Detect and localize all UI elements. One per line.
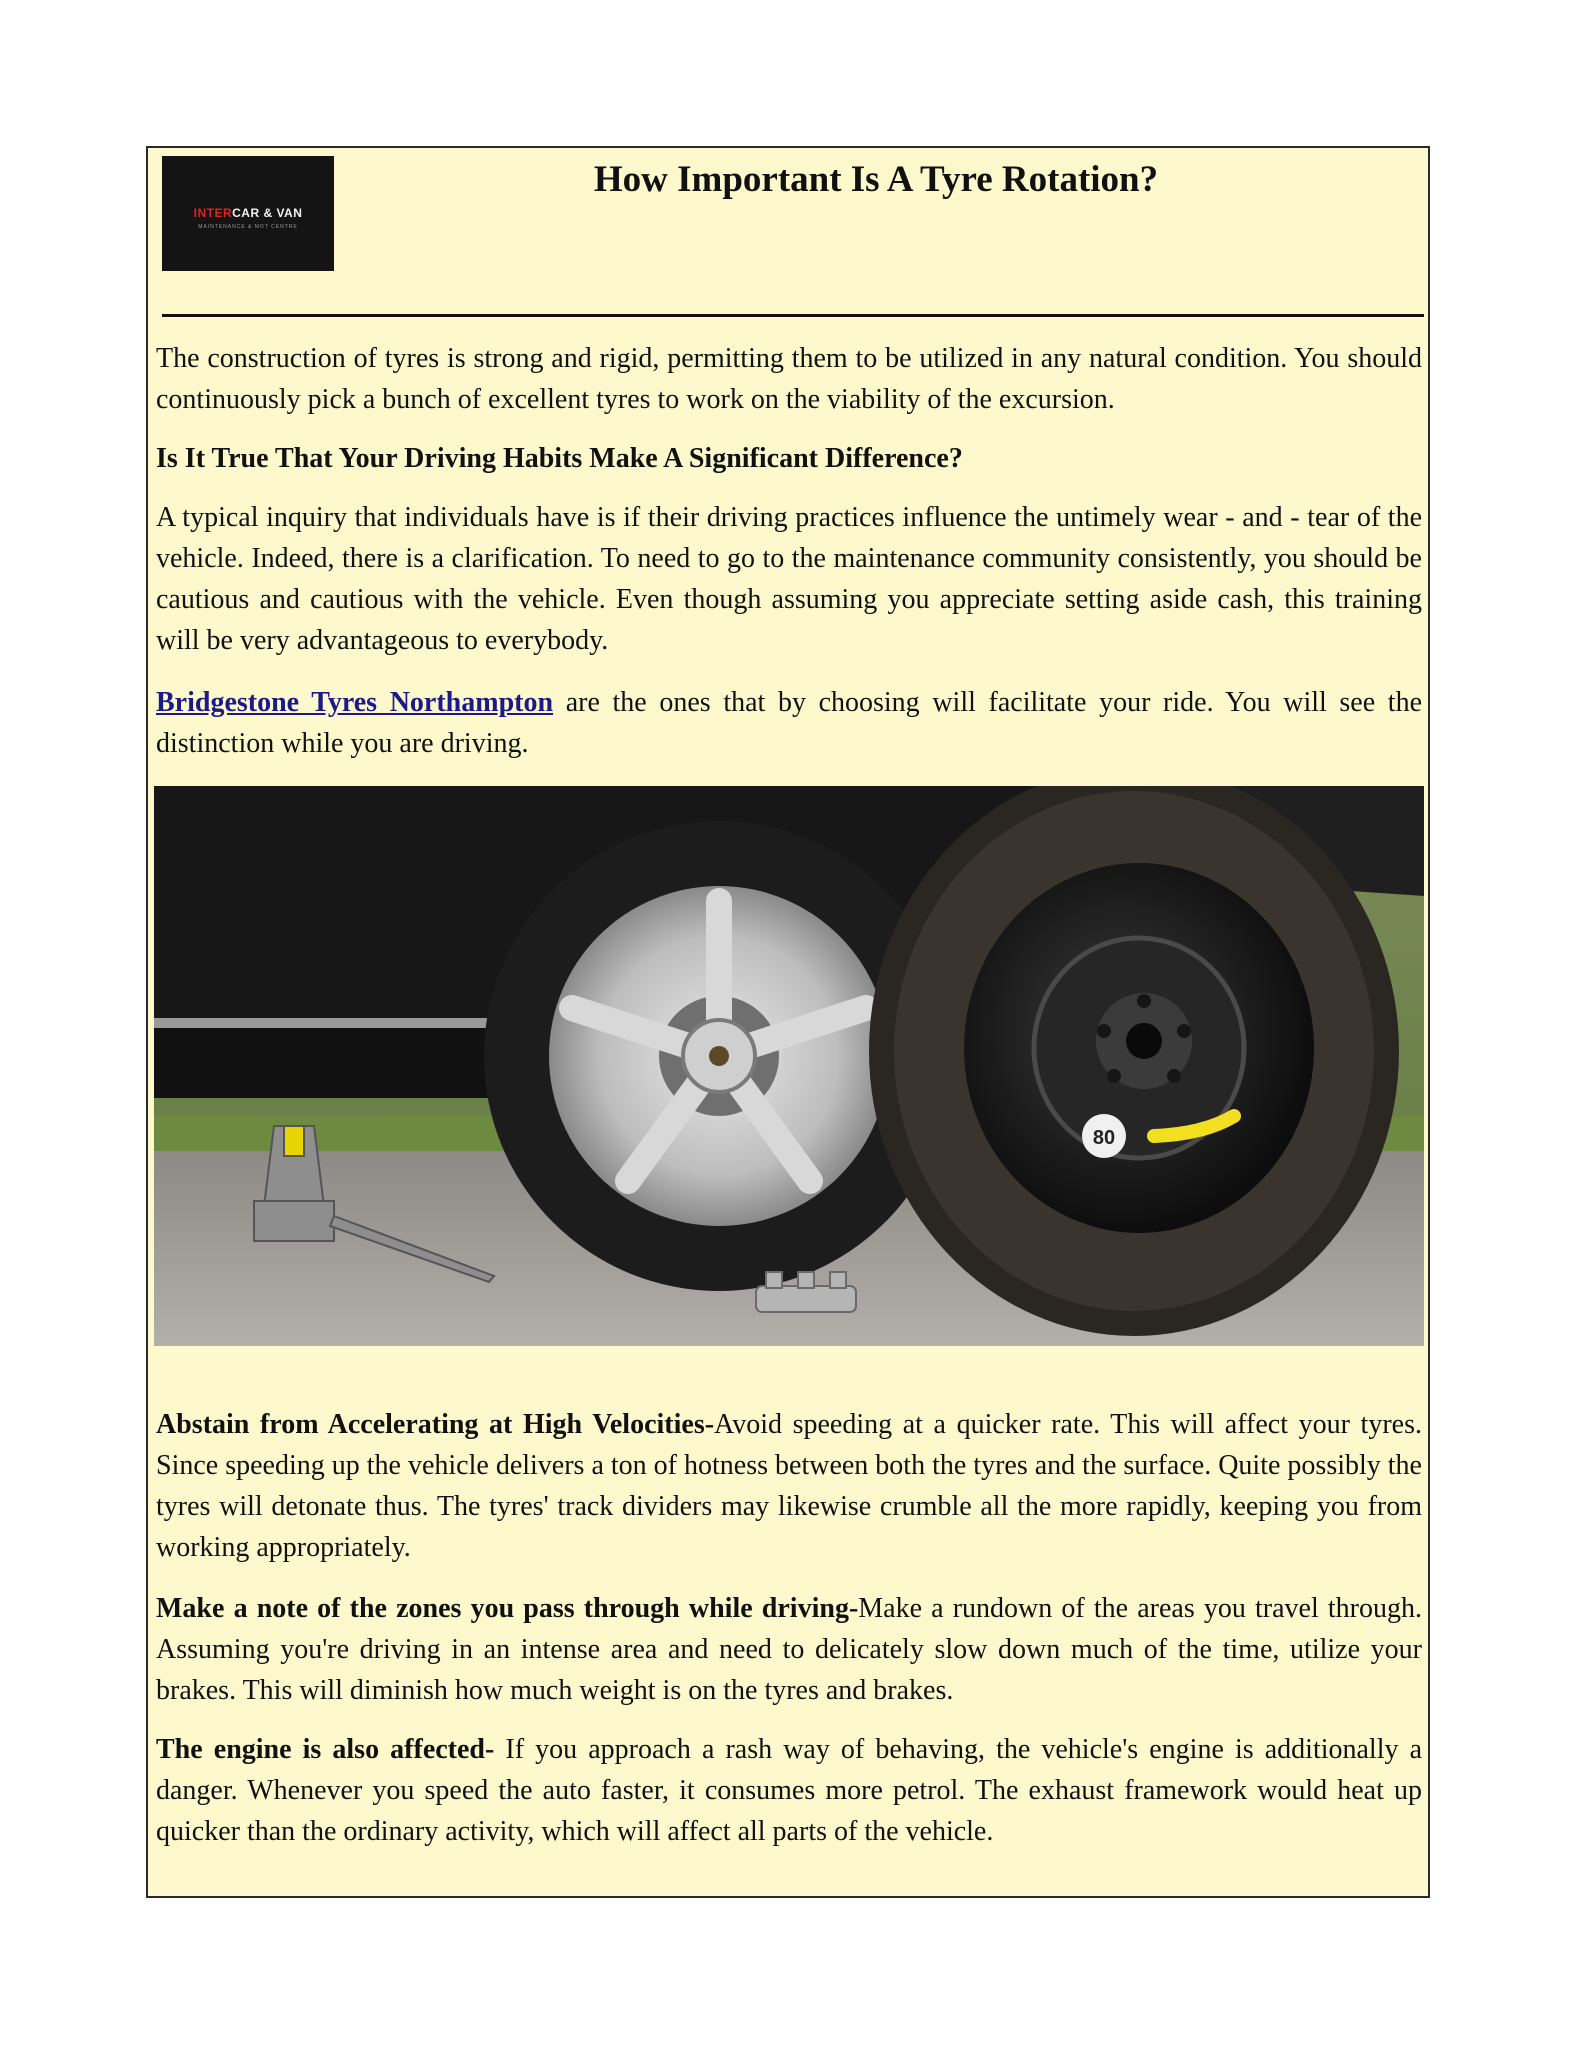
logo-tagline: MAINTENANCE & MOT CENTRE xyxy=(198,224,298,230)
document-frame xyxy=(146,146,1430,1898)
bridgestone-link[interactable]: Bridgestone Tyres Northampton xyxy=(156,687,554,718)
zones-lead: Make a note of the zones you pass through while driving- xyxy=(156,1593,859,1624)
logo-wordmark xyxy=(164,206,332,220)
high-velocities-paragraph xyxy=(156,1404,1422,1568)
car-tyre-photo xyxy=(154,786,1424,1346)
engine-text: If you approach a rash way of behaving, the vehicle's engine is additionally a danger. Whenever you speed the auto faster, it consumes more petrol. The exhaust framework would heat up quicker than the ordinary activity, which will affect all parts of the vehicle. xyxy=(156,1734,1422,1847)
bridgestone-paragraph xyxy=(156,682,1422,764)
title-divider xyxy=(162,314,1424,317)
company-logo xyxy=(162,156,334,271)
engine-lead: The engine is also affected- xyxy=(156,1734,495,1765)
high-velocities-text: Avoid speeding at a quicker rate. This will affect your tyres. Since speeding up the vehicle delivers a ton of hotness between both the tyres and the surface. Quite possibly the tyres will detonate thus. The tyres' track dividers may likewise crumble all the more rapidly, keeping you from working appropriately. xyxy=(156,1409,1422,1563)
logo-brand-white: CAR & VAN xyxy=(232,206,303,220)
high-velocities-lead: Abstain from Accelerating at High Velocities- xyxy=(156,1409,715,1440)
zones-paragraph xyxy=(156,1588,1422,1711)
section-heading-driving-habits: Is It True That Your Driving Habits Make A Significant Difference? xyxy=(156,443,963,474)
bridgestone-paragraph-text: are the ones that by choosing will facilitate your ride. You will see the distinction while you are driving. xyxy=(156,687,1423,759)
page-title: How Important Is A Tyre Rotation? xyxy=(593,159,1159,200)
intro-paragraph: The construction of tyres is strong and rigid, permitting them to be utilized in any natural condition. You should continuously pick a bunch of excellent tyres to work on the viability of the excursion. xyxy=(156,343,1422,415)
logo-brand-red: INTER xyxy=(193,206,233,220)
engine-paragraph xyxy=(156,1729,1422,1852)
driving-habits-paragraph: A typical inquiry that individuals have is if their driving practices influence the untimely wear - and - tear of the vehicle. Indeed, there is a clarification. To need to go to the maintenance community consistently, you should be cautious and cautious with the vehicle. Even though assuming you appreciate setting aside cash, this training will be very advantageous to everybody. xyxy=(156,502,1422,656)
zones-text: Make a rundown of the areas you travel through. Assuming you're driving in an intense area and need to delicately slow down much of the time, utilize your brakes. This will diminish how much weight is on the tyres and brakes. xyxy=(156,1593,1422,1706)
spare-tyre-label: 80 xyxy=(1092,1127,1116,1149)
